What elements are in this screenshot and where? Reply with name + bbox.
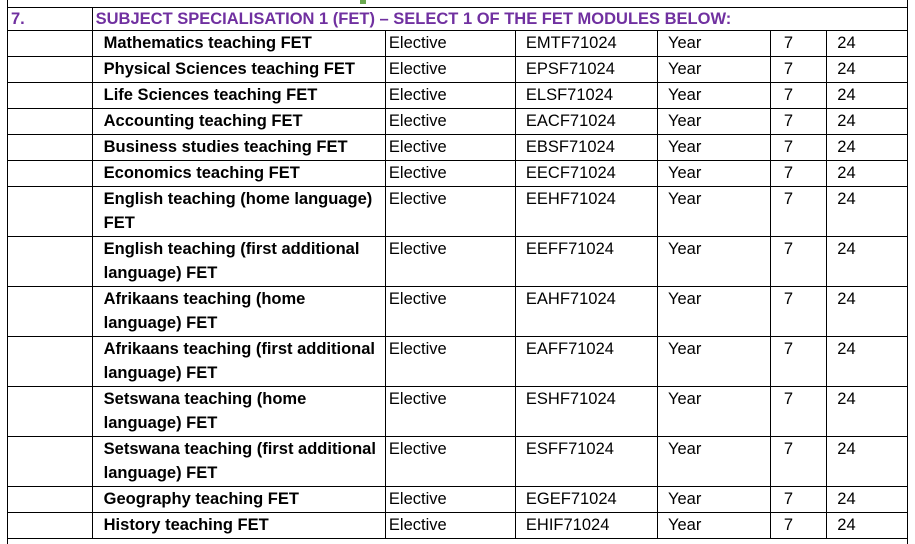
module-name: Geography teaching FET — [92, 487, 385, 513]
module-nqf-level: 7 — [770, 57, 826, 83]
module-period: Year — [658, 57, 771, 83]
module-period: Year — [658, 437, 771, 487]
module-credits: 24 — [827, 287, 908, 337]
module-type: Elective — [385, 161, 515, 187]
module-type: Elective — [385, 437, 515, 487]
row-index-cell — [8, 387, 93, 437]
row-index-cell — [8, 109, 93, 135]
module-nqf-level: 7 — [770, 487, 826, 513]
section-title: SUBJECT SPECIALISATION 1 (FET) – SELECT 1 OF THE FET MODULES BELOW: — [92, 8, 907, 31]
table-row — [8, 337, 908, 387]
table-row — [8, 161, 908, 187]
module-credits: 24 — [827, 513, 908, 539]
module-nqf-level: 7 — [770, 135, 826, 161]
module-code: EHIF71024 — [515, 513, 657, 539]
module-period: Year — [658, 109, 771, 135]
row-index-cell — [8, 287, 93, 337]
module-nqf-level: 7 — [770, 109, 826, 135]
module-code: EEFF71024 — [515, 237, 657, 287]
table-row — [8, 287, 908, 337]
module-name: Mathematics teaching FET — [92, 31, 385, 57]
module-name: Accounting teaching FET — [92, 109, 385, 135]
module-code: EGEF71024 — [515, 487, 657, 513]
module-period: Year — [658, 287, 771, 337]
table-row — [8, 237, 908, 287]
module-code: EEHF71024 — [515, 187, 657, 237]
module-credits: 24 — [827, 83, 908, 109]
module-type: Elective — [385, 31, 515, 57]
module-type: Elective — [385, 187, 515, 237]
module-period: Year — [658, 135, 771, 161]
module-credits: 24 — [827, 437, 908, 487]
module-nqf-level: 7 — [770, 237, 826, 287]
table-row — [8, 487, 908, 513]
module-name: Setswana teaching (first additional language) FET — [92, 437, 385, 487]
module-nqf-level: 7 — [770, 187, 826, 237]
row-index-cell — [8, 437, 93, 487]
module-period: Year — [658, 487, 771, 513]
module-nqf-level: 7 — [770, 513, 826, 539]
module-name: English teaching (first additional language) FET — [92, 237, 385, 287]
module-name: Setswana teaching (home language) FET — [92, 387, 385, 437]
row-index-cell — [8, 337, 93, 387]
module-credits: 24 — [827, 237, 908, 287]
module-period: Year — [658, 237, 771, 287]
module-type: Elective — [385, 83, 515, 109]
module-credits: 24 — [827, 187, 908, 237]
module-name: Business studies teaching FET — [92, 135, 385, 161]
module-code: EBSF71024 — [515, 135, 657, 161]
row-index-cell — [8, 513, 93, 539]
module-nqf-level: 7 — [770, 437, 826, 487]
module-credits: 24 — [827, 57, 908, 83]
module-credits: 24 — [827, 135, 908, 161]
module-period: Year — [658, 513, 771, 539]
module-nqf-level: 7 — [770, 387, 826, 437]
module-name: Physical Sciences teaching FET — [92, 57, 385, 83]
module-name: Life Sciences teaching FET — [92, 83, 385, 109]
table-row — [8, 437, 908, 487]
module-code: EECF71024 — [515, 161, 657, 187]
clipped-text-fragment — [358, 0, 548, 6]
row-index-cell — [8, 57, 93, 83]
module-name: English teaching (home language) FET — [92, 187, 385, 237]
module-name: Afrikaans teaching (home language) FET — [92, 287, 385, 337]
module-credits: 24 — [827, 487, 908, 513]
table-row — [8, 387, 908, 437]
module-name: History teaching FET — [92, 513, 385, 539]
clipped-green-mark — [360, 0, 366, 4]
table-row — [8, 187, 908, 237]
row-index-cell — [8, 237, 93, 287]
section-heading-row — [8, 8, 908, 31]
module-period: Year — [658, 83, 771, 109]
module-type: Elective — [385, 57, 515, 83]
module-credits: 24 — [827, 31, 908, 57]
module-code: ELSF71024 — [515, 83, 657, 109]
section-number: 7. — [8, 8, 93, 31]
row-index-cell — [8, 487, 93, 513]
row-index-cell — [8, 187, 93, 237]
module-period: Year — [658, 337, 771, 387]
module-type: Elective — [385, 487, 515, 513]
module-period: Year — [658, 31, 771, 57]
module-period: Year — [658, 161, 771, 187]
module-type: Elective — [385, 135, 515, 161]
previous-row-fragment — [7, 0, 908, 7]
module-credits: 24 — [827, 161, 908, 187]
row-index-cell — [8, 161, 93, 187]
module-code: EMTF71024 — [515, 31, 657, 57]
table-row — [8, 31, 908, 57]
table-row — [8, 83, 908, 109]
module-type: Elective — [385, 387, 515, 437]
module-code: ESFF71024 — [515, 437, 657, 487]
module-nqf-level: 7 — [770, 337, 826, 387]
module-type: Elective — [385, 337, 515, 387]
module-nqf-level: 7 — [770, 287, 826, 337]
module-code: EACF71024 — [515, 109, 657, 135]
module-table — [7, 7, 908, 539]
module-credits: 24 — [827, 109, 908, 135]
module-code: ESHF71024 — [515, 387, 657, 437]
row-index-cell — [8, 31, 93, 57]
module-code: EAFF71024 — [515, 337, 657, 387]
module-type: Elective — [385, 237, 515, 287]
row-index-cell — [8, 135, 93, 161]
next-row-fragment — [7, 539, 908, 544]
row-index-cell — [8, 83, 93, 109]
module-type: Elective — [385, 109, 515, 135]
table-row — [8, 513, 908, 539]
module-type: Elective — [385, 287, 515, 337]
module-nqf-level: 7 — [770, 31, 826, 57]
module-nqf-level: 7 — [770, 83, 826, 109]
module-period: Year — [658, 187, 771, 237]
module-code: EPSF71024 — [515, 57, 657, 83]
table-row — [8, 109, 908, 135]
module-nqf-level: 7 — [770, 161, 826, 187]
module-name: Afrikaans teaching (first additional language) FET — [92, 337, 385, 387]
module-credits: 24 — [827, 387, 908, 437]
table-row — [8, 135, 908, 161]
module-type: Elective — [385, 513, 515, 539]
module-period: Year — [658, 387, 771, 437]
module-name: Economics teaching FET — [92, 161, 385, 187]
module-credits: 24 — [827, 337, 908, 387]
table-row — [8, 57, 908, 83]
module-code: EAHF71024 — [515, 287, 657, 337]
